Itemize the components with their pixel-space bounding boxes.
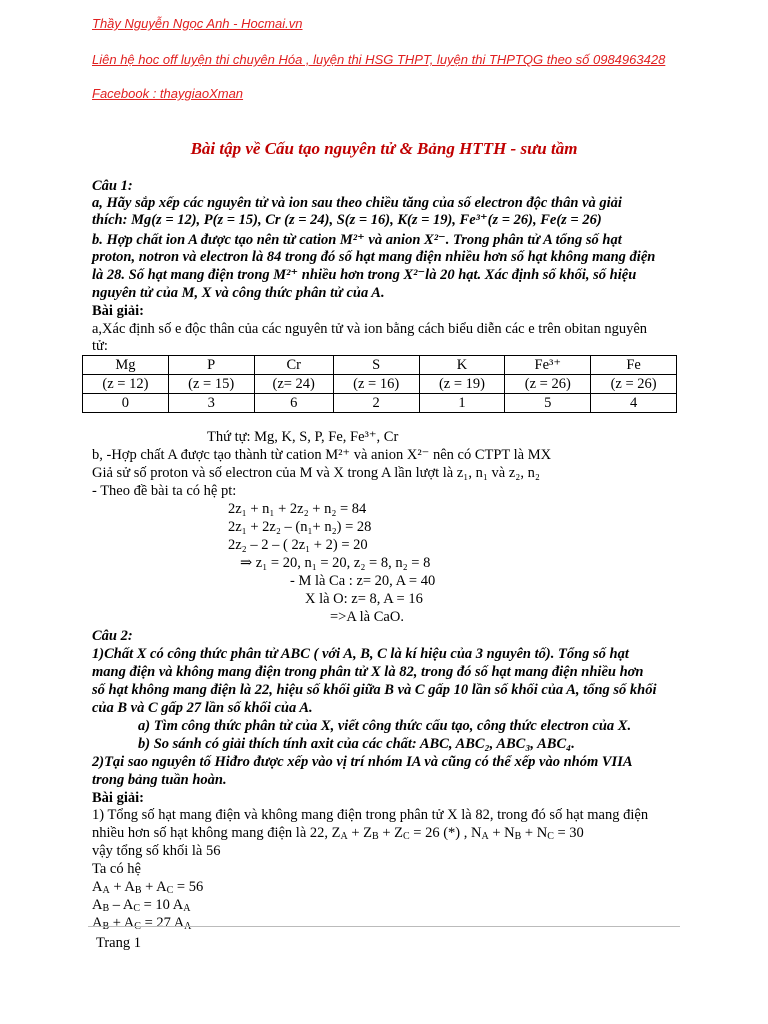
sol1-b-line2: Giả sử số proton và số electron của M và X trong A lần lượt là z₁, n₁ và z₂, n₂ (92, 465, 540, 481)
q2-line3: số hạt không mang điện là 22, hiệu số khối giữa B và C gấp 10 lần số khối của A, tổng số khối (92, 682, 657, 698)
equation-3: 2z₂ – 2 – ( 2z₁ + 2) = 20 (228, 537, 368, 553)
q1-b-line1: b. Hợp chất ion A được tạo nên từ cation M²⁺ và anion X²⁻. Trong phân tử A tổng số hạt (92, 232, 622, 248)
sol2-line5: $A_A + A_B + A_C = 56$ (92, 879, 204, 896)
table-cell: 0 (83, 394, 169, 413)
q2-label: Câu 2: (92, 628, 133, 644)
table-cell: (z = 16) (333, 375, 419, 394)
q1-b-line4: nguyên tử của M, X và công thức phân tử của A. (92, 285, 385, 301)
table-cell: 6 (254, 394, 333, 413)
document-title: Bài tập về Cấu tạo nguyên tử & Bảng HTTH - sưu tầm (190, 139, 578, 158)
unpaired-electron-table (82, 355, 677, 413)
table-row (83, 356, 677, 375)
q2-part-b: b) So sánh có giải thích tính axit của các chất: ABC, ABC₂, ABC₃, ABC₄. (138, 736, 575, 752)
equation-2: 2z₁ + 2z₂ – (n₁+ n₂) = 28 (228, 519, 372, 535)
q1-a-line1: a, Hãy sắp xếp các nguyên tử và ion sau theo chiều tăng của số electron độc thân và giải (92, 195, 622, 211)
table-cell: Cr (254, 356, 333, 375)
sol1-b-line3: - Theo đề bài ta có hệ pt: (92, 483, 237, 499)
sol2-line7: $A_B + A_C = 27$ $A_A$ (92, 915, 192, 932)
table-cell: 5 (505, 394, 591, 413)
sol2-line2: nhiều hơn số hạt không mang điện là 22, $Z_A + Z_B + Z_C = 26$ (*) , $N_A + N_B + N_C = 30$ (92, 825, 584, 842)
facebook-header: Facebook : thaygiaoXman (92, 86, 244, 101)
q2-line4: của B và C gấp 27 lần số khối của A. (92, 700, 313, 716)
sol1-label: Bài giải: (92, 303, 144, 319)
table-cell: K (419, 356, 505, 375)
table-cell: S (333, 356, 419, 375)
q2-line6: trong bảng tuần hoàn. (92, 772, 227, 788)
table-cell: 2 (333, 394, 419, 413)
q1-b-line3: là 28. Số hạt mang điện trong M²⁺ nhiều hơn trong X²⁻là 20 hạt. Xác định số khối, số hiệu (92, 267, 637, 283)
sol2-line4: Ta có hệ (92, 861, 141, 877)
sol2-line1: 1) Tổng số hạt mang điện và không mang điện trong phân tử X là 82, trong đó số hạt mang điện (92, 807, 649, 823)
table-cell: (z = 26) (591, 375, 677, 394)
sol1-intro-line1: a,Xác định số e độc thân của các nguyên tử và ion bằng cách biểu diễn các e trên obitan nguyên (92, 321, 648, 337)
table-cell: 4 (591, 394, 677, 413)
q2-line1: 1)Chất X có công thức phân tử ABC ( với A, B, C là kí hiệu của 3 nguyên tố). Tổng số hạt (92, 646, 629, 662)
order-line: Thứ tự: Mg, K, S, P, Fe, Fe³⁺, Cr (207, 429, 399, 445)
footer-divider (88, 926, 680, 927)
sol1-b-line1: b, -Hợp chất A được tạo thành từ cation M²⁺ và anion X²⁻ nên có CTPT là MX (92, 447, 552, 463)
contact-header: Liên hệ hoc off luyện thi chuyên Hóa , luyện thi HSG THPT, luyện thi THPTQG theo số 0984963428 (92, 52, 666, 67)
q2-line2: mang điện và không mang điện trong phân tử X là 82, trong đó số hạt mang điện nhiều hơn (92, 664, 644, 680)
page-number: Trang 1 (96, 935, 141, 951)
table-cell: 1 (419, 394, 505, 413)
sol2-label: Bài giải: (92, 790, 144, 806)
result-ca: - M là Ca : z= 20, A = 40 (290, 573, 436, 589)
sol2-line3: vậy tổng số khối là 56 (92, 843, 221, 859)
q1-a-line2: thích: Mg(z = 12), P(z = 15), Cr (z = 24), S(z = 16), K(z = 19), Fe³⁺(z = 26), Fe(z = 26) (92, 212, 602, 228)
result-cao: =>A là CaO. (330, 609, 404, 625)
equation-1: 2z₁ + n₁ + 2z₂ + n₂ = 84 (228, 501, 367, 517)
table-cell: (z = 15) (168, 375, 254, 394)
q1-b-line2: proton, notron và electron là 84 trong đó số hạt mang điện nhiều hơn số hạt không mang điện (92, 249, 656, 265)
equation-4: ⇒ z₁ = 20, n₁ = 20, z₂ = 8, n₂ = 8 (240, 555, 431, 571)
q2-line5: 2)Tại sao nguyên tố Hiđro được xếp vào vị trí nhóm IA và cũng có thể xếp vào nhóm VIIA (92, 754, 633, 770)
table-cell: (z = 26) (505, 375, 591, 394)
table-row (83, 375, 677, 394)
table-cell: Fe³⁺ (505, 356, 591, 375)
table-cell: Mg (83, 356, 169, 375)
table-cell: P (168, 356, 254, 375)
q1-label: Câu 1: (92, 178, 133, 194)
table-cell: (z= 24) (254, 375, 333, 394)
table-cell: (z = 12) (83, 375, 169, 394)
sol2-line6: $A_B - A_C = 10$ $A_A$ (92, 897, 191, 914)
q2-part-a: a) Tìm công thức phân tử của X, viết công thức cấu tạo, công thức electron của X. (138, 718, 632, 734)
table-cell: Fe (591, 356, 677, 375)
result-o: X là O: z= 8, A = 16 (305, 591, 423, 607)
author-header: Thầy Nguyễn Ngọc Anh - Hocmai.vn (92, 16, 303, 31)
table-cell: 3 (168, 394, 254, 413)
sol1-intro-line2: tử: (92, 338, 108, 354)
table-cell: (z = 19) (419, 375, 505, 394)
table-row (83, 394, 677, 413)
